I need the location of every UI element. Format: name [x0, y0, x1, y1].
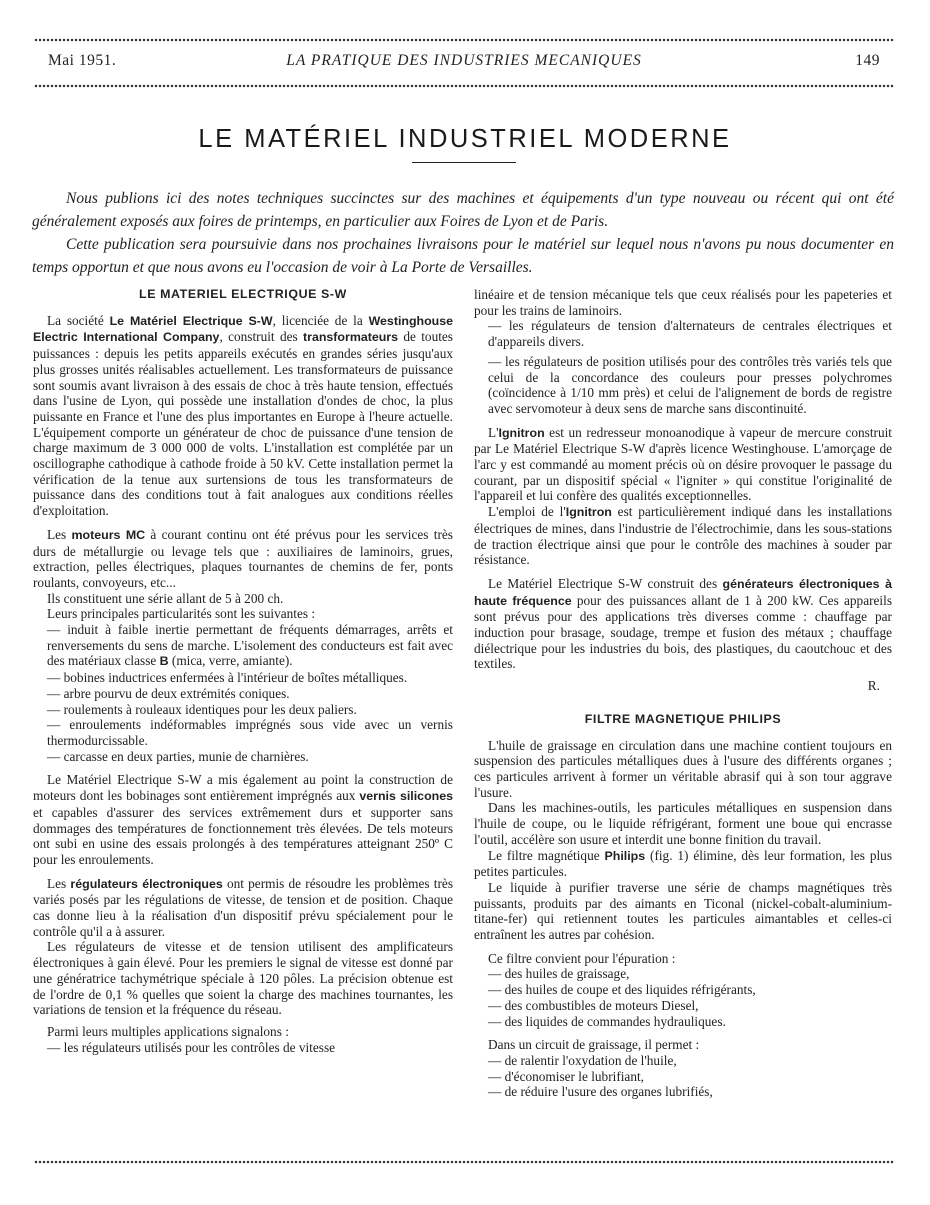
feature-item: — arbre pourvu de deux extrémités coniques. [47, 685, 290, 701]
filter-use-item: — des combustibles de moteurs Diesel, [488, 997, 699, 1013]
transformers-paragraph: La société Le Matériel Electrique S-W, licenciée de la Westinghouse Electric International Company, construit des transformateurs de toutes puissances : depuis les petits appareils exécutés en grandes séries jusqu'aux plus grosses unités réalisables actuellement. Les transformateurs de puissance sont soumis avant livraison à des essais de choc à très haute tension, effectués dans l'usine de Lyon, qui possède une installation d'ondes de choc, la plus puissante en France et l'une des plus importantes en Europe à l'heure actuelle. L'équipement comporte un générateur de choc de puissance d'une tension de charge maximum de 3 000 000 de volts. L'installation est complétée par un oscillographe cathodique à cathode froide à 50 kV. Cette installation permet la vérification de la tenue aux surtensions de tous les transformateurs de puissance dans des conditions tout à fait analogues aux conditions réelles d'exploitation. [33, 312, 454, 519]
motors-features-intro: Leurs principales particularités sont les suivantes : [47, 606, 316, 622]
motors-range: Ils constituent une série allant de 5 à 200 ch. [47, 590, 284, 606]
feature-item: — bobines inductrices enfermées à l'intérieur de boîtes métalliques. [47, 670, 408, 686]
top-dotted-rule [34, 38, 894, 42]
applications-continued: linéaire et de tension mécanique tels que ceux réalisés pour les papeteries et pour les trains de laminoirs. [474, 287, 892, 318]
header-dotted-rule [34, 84, 894, 88]
ignitron-paragraph: L'Ignitron est un redresseur monoanodique à vapeur de mercure construit par Le Matériel Electrique S-W d'après licence Westinghouse. L'amorçage de l'arc y est commandé au moment précis où on désire provoquer le passage du courant, par un dispositif spécial « l'igniter » qui constitue l'originalité de l'appareil et lui confère des qualités exceptionnelles. [474, 424, 892, 504]
feature-item: — induit à faible inertie permettant de fréquents démarrages, arrêts et renversements du sens de marche. L'isolement des conducteurs est fait avec des matériaux classe B (mica, verre, amiante). [47, 622, 453, 669]
filter-use-item: — des huiles de graissage, [488, 966, 630, 982]
feature-item: — carcasse en deux parties, munie de charnières. [47, 748, 309, 764]
circuit-intro: Dans un circuit de graissage, il permet : [488, 1037, 700, 1053]
filter-paragraph-3: Le filtre magnétique Philips (fig. 1) élimine, dès leur formation, les plus petites particules. [474, 847, 892, 880]
application-item: — les régulateurs de tension d'alternateurs de centrales électriques et d'appareils divers. [488, 318, 892, 350]
filter-paragraph-2: Dans les machines-outils, les particules métalliques en suspension dans l'huile de coupe, ou le liquide réfrigérant, forment une boue qui encrasse l'outil, accélère son usure et interdit une bonne finition du travail. [474, 800, 892, 847]
author-signature: R. [867, 678, 880, 694]
filter-uses-intro: Ce filtre convient pour l'épuration : [488, 950, 676, 966]
silicone-paragraph: Le Matériel Electrique S-W a mis également au point la construction de moteurs dont les bobinages sont entièrement imprégnés aux vernis silicones et capables d'assurer des services extrêmement durs et supporter sans dommages des températures de fonctionnement très élevées. De tels moteurs ont subi en usine des essais prolongés à des températures atteignant 250º C pour les enroulements. [33, 772, 453, 867]
filter-use-item: — des huiles de coupe et des liquides réfrigérants, [488, 982, 756, 998]
feature-item: — enroulements indéformables imprégnés sous vide avec un vernis thermodurcissable. [47, 717, 453, 748]
filter-use-item: — des liquides de commandes hydrauliques. [488, 1013, 726, 1029]
footer-dotted-rule [34, 1160, 894, 1164]
filter-paragraph-1: L'huile de graissage en circulation dans une machine contient toujours en suspension des particules métalliques dues à l'usure des différents organes ; ces particules arrivent à former un véritable abrasif qui à son tour aggrave l'usure. [474, 737, 892, 800]
right-column [474, 287, 892, 1100]
speed-regulators-paragraph: Les régulateurs de vitesse et de tension utilisent des amplificateurs électroniques à gain élevé. Pour les premiers le signal de vitesse est donné par une génératrice tachymétrique spéciale à 120 pôles. La précision obtenue est de l'ordre de 0,1 % quelles que soient la charge des machines tournantes, les variations de tension et la fréquence du réseau. [33, 939, 453, 1018]
application-item: — les régulateurs utilisés pour les contrôles de vitesse [47, 1039, 336, 1055]
page-number: 149 [855, 52, 880, 69]
regulators-paragraph: Les régulateurs électroniques ont permis de résoudre les problèmes très variés posés par les régulations de vitesse, de tension et de position. Chaque cas donne lieu à la réalisation d'un dispositif prévu spécialement pour le contrôle qu'il a à assurer. [33, 875, 453, 939]
circuit-benefit-item: — d'économiser le lubrifiant, [488, 1068, 645, 1084]
article-title: LE MATÉRIEL INDUSTRIEL MODERNE [198, 125, 732, 153]
filter-paragraph-4: Le liquide à purifier traverse une série de champs magnétiques très puissants, produits par des aimants en Ticonal (nickel-cobalt-aluminium-titane-fer) qui retiennent toutes les particules aimantables et celles-ci entraînent les autres par cohésion. [474, 879, 892, 943]
section-heading-philips: FILTRE MAGNETIQUE PHILIPS [584, 711, 782, 726]
applications-intro: Parmi leurs multiples applications signalons : [47, 1023, 289, 1039]
ignitron-uses-paragraph: L'emploi de l'Ignitron est particulièrement indiqué dans les installations électriques de mines, dans l'industrie de l'électrochimie, dans les sous-stations de traction électrique ainsi que pour le contrôle des machines à souder par résistance. [474, 504, 892, 568]
title-underline [412, 162, 516, 163]
circuit-benefit-item: — de réduire l'usure des organes lubrifiés, [488, 1084, 713, 1100]
circuit-benefit-item: — de ralentir l'oxydation de l'huile, [488, 1052, 677, 1068]
feature-item: — roulements à rouleaux identiques pour les deux paliers. [47, 701, 357, 717]
application-item: — les régulateurs de position utilisés pour des contrôles très variés tels que celui de la concordance des couleurs pour presses polychromes (coïncidence à 1/10 mm près) et celui de l'alignement de bords de registre avec servomoteur à deux sens de marche sans discontinuité. [488, 353, 892, 416]
hf-generators-paragraph: Le Matériel Electrique S-W construit des générateurs électroniques à haute fréquence pour des puissances allant de 1 à 200 kW. Ces appareils sont prévus pour des applications très diverses comme : chauffage par induction pour brasage, soudage, trempe et fusion des métaux ; chauffage diélectrique pour les industries du bois, des plastiques, du caoutchouc et des textiles. [474, 575, 892, 672]
motors-paragraph: Les moteurs MC à courant continu ont été prévus pour les services très durs de métallurgie ou levage tels que : auxiliaires de laminoirs, grues, extraction, pelles électriques, plaques tournantes de chemins de fer, ponts roulants, convoyeurs, etc... [33, 526, 453, 590]
journal-title: LA PRATIQUE DES INDUSTRIES MECANIQUES [286, 52, 642, 69]
issue-date: Mai 1951. [48, 52, 117, 69]
intro-paragraph-2: Cette publication sera poursuivie dans nos prochaines livraisons pour le matériel sur lequel nous n'avons pu nous documenter en temps opportun et que nous avons eu l'occasion de voir à La Porte de Versailles. [32, 236, 894, 276]
left-column [33, 283, 453, 1055]
running-header [48, 52, 880, 74]
section-heading-sw: LE MATERIEL ELECTRIQUE S-W [139, 287, 347, 301]
intro-paragraph-1: Nous publions ici des notes techniques succinctes sur des machines et équipements d'un type nouveau ou récent qui ont été généralement exposés aux foires de printemps, en particulier aux Foires de Lyon et de Paris. [32, 190, 894, 230]
